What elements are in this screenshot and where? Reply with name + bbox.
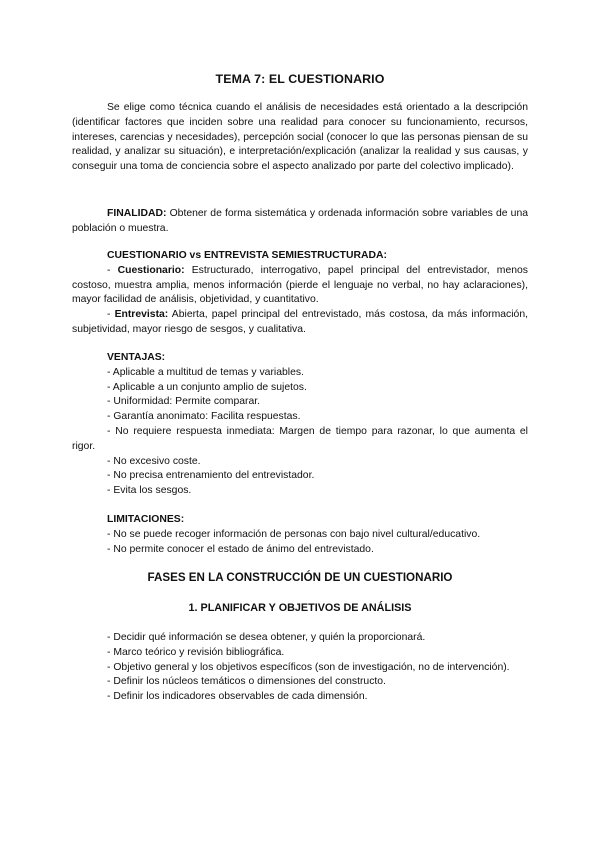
intro-paragraph: Se elige como técnica cuando el análisis de necesidades está orientado a la descripción (identificar factores que inciden sobre una realidad para conocer su funcionamiento, recursos, intereses, carencias y necesidades), percepción social (conocer lo que las personas piensan de su realidad, y analizar su situación), e interpretación/explicación (analizar la realidad y sus causas, y conseguir una toma de conciencia sobre el aspecto analizado por parte del colectivo implicado). <box>72 102 528 173</box>
comparison-heading: CUESTIONARIO vs ENTREVISTA SEMIESTRUCTURADA: <box>107 250 387 261</box>
fases-subheading: 1. PLANIFICAR Y OBJETIVOS DE ANÁLISIS <box>188 602 412 614</box>
list-item: - No excesivo coste. <box>107 455 201 467</box>
list-item: - Uniformidad: Permite comparar. <box>107 396 261 408</box>
fases-heading: FASES EN LA CONSTRUCCIÓN DE UN CUESTIONARIO <box>147 571 453 584</box>
list-item: - No permite conocer el estado de ánimo del entrevistado. <box>107 543 374 555</box>
list-item: - Objetivo general y los objetivos específicos (son de investigación, no de intervención). <box>107 661 510 673</box>
fases-list <box>72 631 528 705</box>
page-title: TEMA 7: EL CUESTIONARIO <box>215 72 385 86</box>
entrevista-item: - Entrevista: Abierta, papel principal del entrevistado, más costosa, da más información, subjetividad, mayor riesgo de sesgos, y cualitativa. <box>72 309 528 335</box>
cuestionario-item: - Cuestionario: Estructurado, interrogativo, papel principal del entrevistador, menos costoso, muestra amplia, menos información (pierde el lenguaje no verbal, no hay aclaraciones), mayor facilidad de análisis, objetividad, y cuantitativo. <box>72 264 528 306</box>
list-item: - Evita los sesgos. <box>107 485 192 497</box>
list-item: - Garantía anonimato: Facilita respuestas. <box>107 411 301 423</box>
ventajas-section <box>72 351 528 499</box>
finalidad-paragraph <box>72 207 528 237</box>
list-item: - Aplicable a un conjunto amplio de sujetos. <box>107 381 307 393</box>
list-item: - Aplicable a multitud de temas y variables. <box>107 366 304 378</box>
comparison-section <box>72 249 528 338</box>
limitaciones-heading: LIMITACIONES: <box>107 514 185 525</box>
finalidad-text: Obtener de forma sistemática y ordenada información sobre variables de una población o muestra. <box>72 208 528 234</box>
list-item: - No se puede recoger información de personas con bajo nivel cultural/educativo. <box>107 528 481 540</box>
finalidad-label: FINALIDAD: <box>107 208 167 219</box>
list-item: - Marco teórico y revisión bibliográfica. <box>107 646 285 658</box>
list-item: - Decidir qué información se desea obtener, y quién la proporcionará. <box>107 632 426 643</box>
limitaciones-section <box>72 513 528 557</box>
list-item: - No requiere respuesta inmediata: Margen de tiempo para razonar, lo que aumenta el rigor. <box>72 425 528 452</box>
list-item: - Definir los núcleos temáticos o dimensiones del constructo. <box>107 676 386 688</box>
list-item: - No precisa entrenamiento del entrevistador. <box>107 470 315 482</box>
list-item: - Definir los indicadores observables de cada dimensión. <box>107 691 368 703</box>
ventajas-heading: VENTAJAS: <box>107 352 166 363</box>
